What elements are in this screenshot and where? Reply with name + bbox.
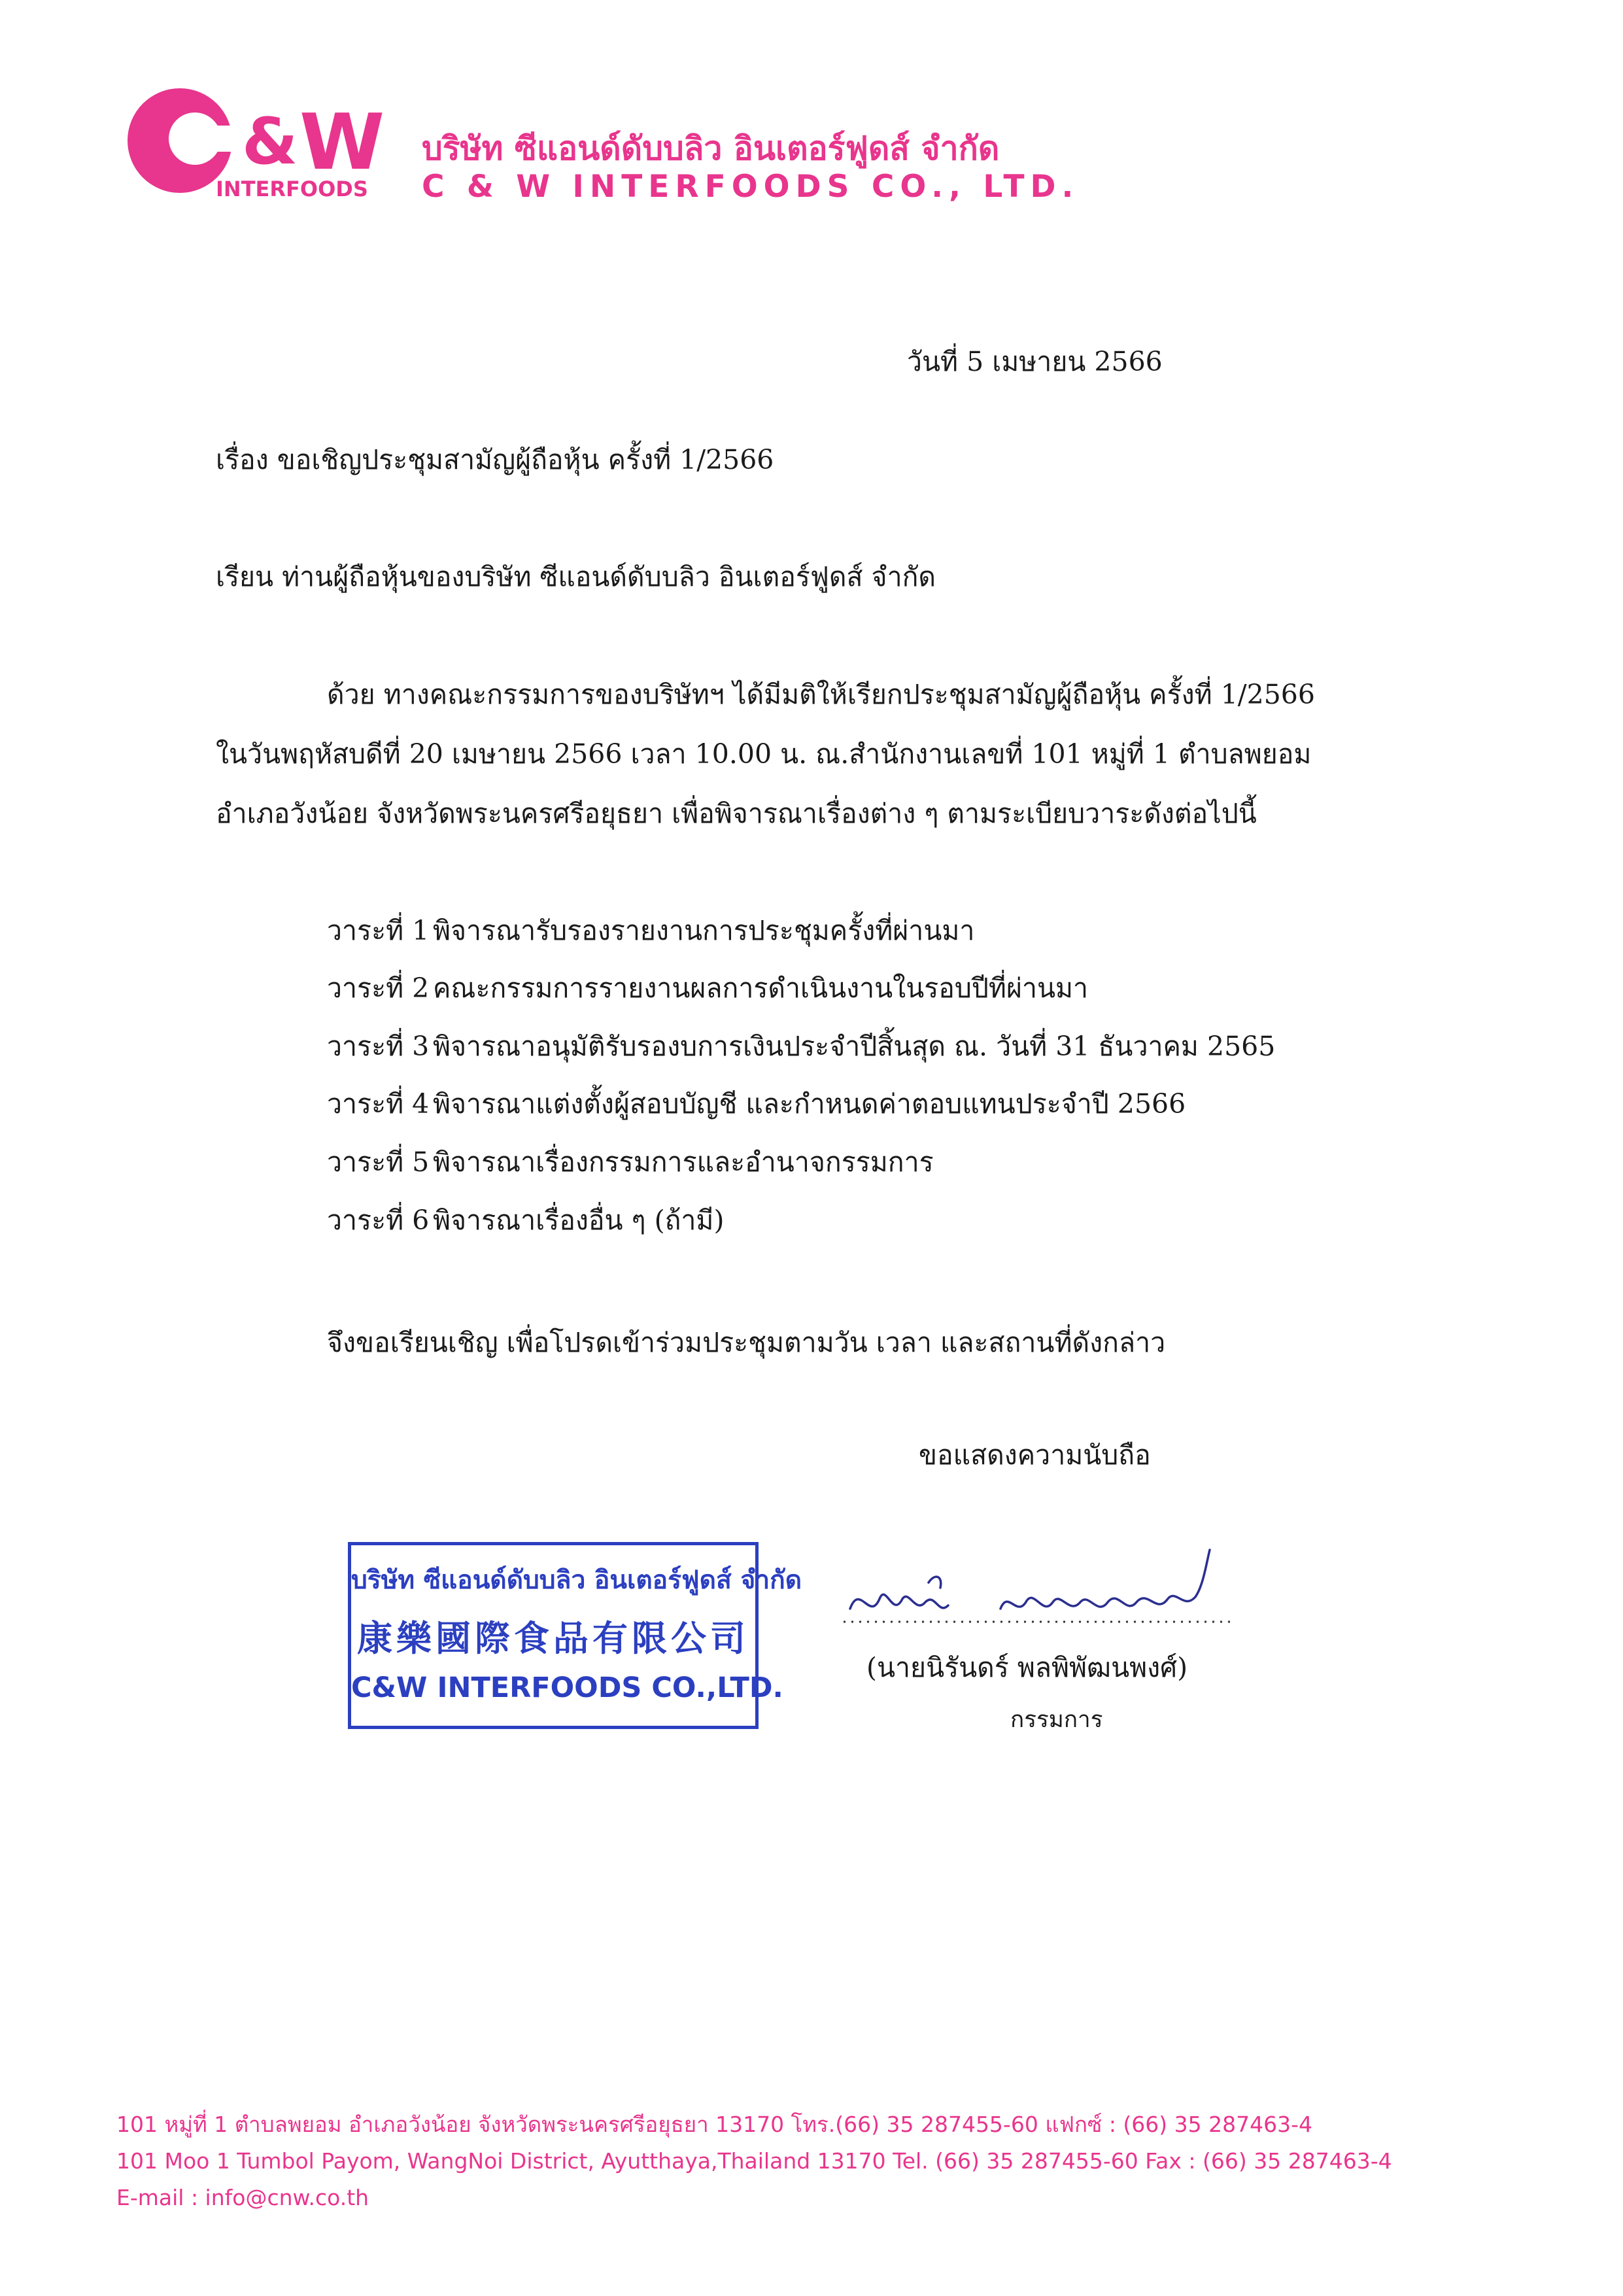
stamp-thai-name: บริษัท ซีแอนด์ดับบลิว อินเตอร์ฟูดส์ จำกัด <box>351 1566 802 1595</box>
agenda-item <box>327 1146 934 1178</box>
agenda-number: วาระที่ 3 <box>327 1031 430 1062</box>
svg-text:W: W <box>299 97 385 187</box>
paragraph-line: ด้วย ทางคณะกรรมการของบริษัทฯ ได้มีมติให้เรียกประชุมสามัญผู้ถือหุ้น ครั้งที่ 1/2566 <box>327 679 1315 710</box>
footer-address-thai: 101 หมู่ที่ 1 ตำบลพยอม อำเภอวังน้อย จังหวัดพระนครศรีอยุธยา 13170 โทร.(66) 35 287455-60 แฟกซ์ : (66) 35 287463-4 <box>116 2112 1313 2137</box>
agenda-number: วาระที่ 2 <box>327 972 430 1004</box>
agenda-item <box>327 972 1089 1004</box>
stamp-chinese-name: 康樂國際食品有限公司 <box>357 1618 749 1659</box>
company-stamp <box>348 1542 802 1729</box>
regards: ขอแสดงความนับถือ <box>919 1439 1151 1471</box>
footer-email: E-mail : info@cnw.co.th <box>116 2185 369 2210</box>
letter-subject: เรื่อง ขอเชิญประชุมสามัญผู้ถือหุ้น ครั้งที่ 1/2566 <box>216 444 774 475</box>
letter-date: วันที่ 5 เมษายน 2566 <box>907 346 1163 377</box>
svg-text:&: & <box>242 105 298 179</box>
agenda-text: พิจารณาเรื่องกรรมการและอำนาจกรรมการ <box>433 1146 934 1178</box>
agenda-text: พิจารณาแต่งตั้งผู้สอบบัญชี และกำหนดค่าตอบแทนประจำปี 2566 <box>433 1088 1186 1120</box>
agenda-number: วาระที่ 4 <box>327 1088 430 1120</box>
agenda-item <box>327 1033 1275 1060</box>
agenda-text: คณะกรรมการรายงานผลการดำเนินงานในรอบปีที่ผ่านมา <box>433 972 1089 1004</box>
closing-sentence: จึงขอเรียนเชิญ เพื่อโปรดเข้าร่วมประชุมตามวัน เวลา และสถานที่ดังกล่าว <box>327 1327 1166 1358</box>
stamp-english-name: C&W INTERFOODS CO.,LTD. <box>351 1671 783 1704</box>
logo-subtext: INTERFOODS <box>216 177 368 201</box>
footer-address-english: 101 Moo 1 Tumbol Payom, WangNoi District, Ayutthaya,Thailand 13170 Tel. (66) 35 287455-60 Fax : (66) 35 287463-4 <box>116 2148 1392 2174</box>
agenda-text: พิจารณาอนุมัติรับรองบการเงินประจำปีสิ้นสุด ณ. วันที่ 31 ธันวาคม 2565 <box>433 1031 1276 1062</box>
agenda-number: วาระที่ 1 <box>327 915 430 946</box>
agenda-text: พิจารณาเรื่องอื่น ๆ (ถ้ามี) <box>433 1205 725 1236</box>
handwritten-signature <box>830 1537 1249 1648</box>
signatory-name: (นายนิรันดร์ พลพิพัฒนพงศ์) <box>866 1652 1188 1683</box>
company-name-thai: บริษัท ซีแอนด์ดับบลิว อินเตอร์ฟูดส์ จำกัด <box>422 129 1000 167</box>
letter-recipient: เรียน ท่านผู้ถือหุ้นของบริษัท ซีแอนด์ดับบลิว อินเตอร์ฟูดส์ จำกัด <box>216 561 936 592</box>
paragraph-line: อำเภอวังน้อย จังหวัดพระนครศรีอยุธยา เพื่อพิจารณาเรื่องต่าง ๆ ตามระเบียบวาระดังต่อไปนี้ <box>216 798 1257 829</box>
company-name-english: C & W INTERFOODS CO., LTD. <box>422 169 1080 205</box>
company-logo <box>118 85 392 203</box>
agenda-item <box>327 917 974 944</box>
paragraph-line: ในวันพฤหัสบดีที่ 20 เมษายน 2566 เวลา 10.00 น. ณ.สำนักงานเลขที่ 101 หมู่ที่ 1 ตำบลพยอม <box>216 738 1312 770</box>
agenda-number: วาระที่ 6 <box>327 1205 430 1236</box>
agenda-text: พิจารณารับรองรายงานการประชุมครั้งที่ผ่านมา <box>433 915 975 946</box>
agenda-item <box>327 1207 724 1234</box>
signatory-title: กรรมการ <box>1010 1707 1103 1733</box>
agenda-item <box>327 1088 1186 1120</box>
agenda-number: วาระที่ 5 <box>327 1146 430 1178</box>
